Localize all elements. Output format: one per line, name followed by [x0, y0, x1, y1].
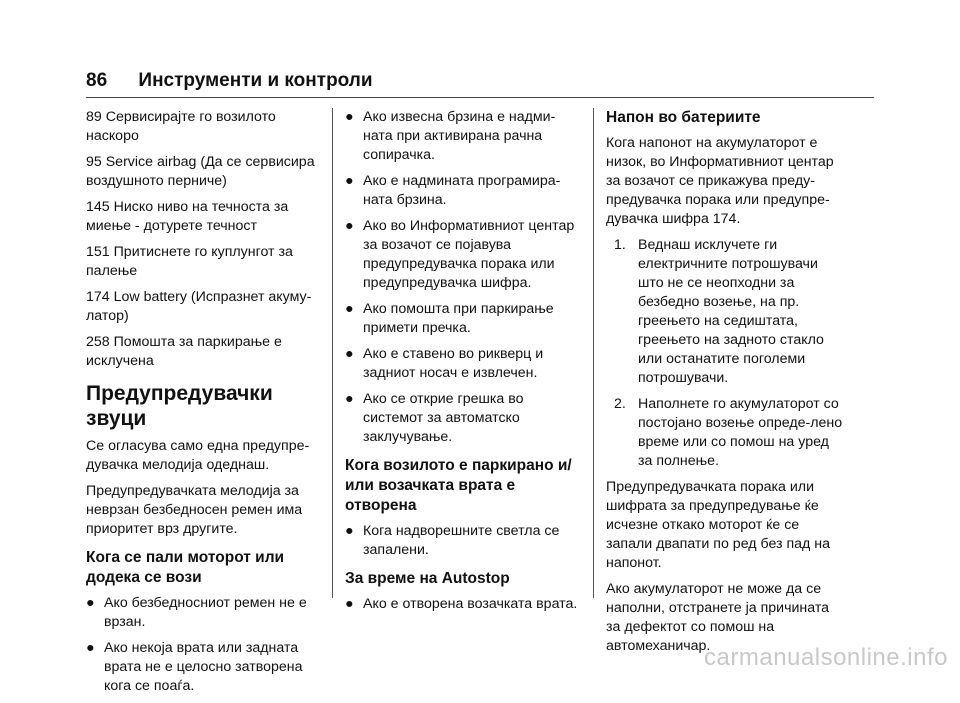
- page-number: 86: [86, 70, 108, 91]
- list-item: ● Ако во Информативниот центар за возачот се појавува предупредувачка порака или предупредувачка шифра.: [345, 218, 575, 291]
- list-item: ● Ако некоја врата или задната врата не е целосно затворена кога се поаѓа.: [86, 640, 303, 694]
- list-item: ● Ако помошта при паркирање примети пречка.: [345, 301, 554, 336]
- bullet-icon: ●: [86, 595, 95, 611]
- column-2: [345, 108, 583, 621]
- bullet-icon: ●: [345, 109, 354, 125]
- list-item: ● Ако е ставено во рикверц и задниот носач е извлечен.: [345, 346, 544, 381]
- bullet-icon: ●: [345, 596, 354, 612]
- code-item: 258 Помошта за паркирање е исклучена: [86, 334, 282, 369]
- list-item: ● Кога надворешните светла се запалени.: [345, 523, 560, 558]
- page-title: Инструменти и контроли: [138, 70, 373, 91]
- bullet-icon: ●: [345, 218, 354, 234]
- code-item: 145 Ниско ниво на течноста за миење - дотурете течност: [86, 199, 289, 234]
- watermark: carmanualsonline.info: [704, 644, 948, 671]
- paragraph: Се огласува само една предупре-дувачка мелодија одеднаш.: [86, 438, 310, 473]
- list-item: ● Ако безбедносниот ремен не е врзан.: [86, 595, 307, 630]
- bullet-icon: ●: [345, 301, 354, 317]
- header-rule: [86, 97, 874, 98]
- list-item: ● Ако извесна брзина е надми-ната при активирана рачна сопирачка.: [345, 109, 556, 163]
- column-divider: [332, 108, 333, 598]
- bullet-icon: ●: [345, 391, 354, 407]
- paragraph: Предупредувачката порака или шифрата за предупредување ќе исчезне откако моторот ќе се запали двапати по ред без пад на напонот.: [606, 479, 830, 571]
- code-item: 151 Притиснете го куплунгот за палење: [86, 244, 293, 279]
- column-1: [86, 108, 324, 703]
- paragraph: Ако акумулаторот не може да се наполни, отстранете ја причината за дефектот со помош на автомеханичар.: [606, 581, 830, 654]
- subheading: Кога возилото е паркирано и/или возачката врата е отворена: [345, 457, 572, 514]
- list-item: ● Ако е надмината програмира-ната брзина.: [345, 173, 561, 208]
- subheading: За време на Autostop: [345, 570, 510, 587]
- bullet-icon: ●: [345, 523, 354, 539]
- paragraph: Предупредувачката мелодија за неврзан безбедносен ремен има приоритет врз другите.: [86, 483, 303, 537]
- numbered-step: 1. Веднаш исклучете ги електричните потрошувачи што не се неопходни за безбедно возење, на пр. греењето на седиштата, греењето на задното стакло или останатите поголеми потрошувачи.: [614, 237, 824, 386]
- bullet-icon: ●: [345, 346, 354, 362]
- section-heading: Предупредувачки звуци: [86, 382, 273, 430]
- paragraph: Кога напонот на акумулаторот е низок, во Информативниот центар за возачот се прикажува преду-предувачка порака или предупре-дувачка шифра 174.: [606, 135, 834, 227]
- list-item: ● Ако се открие грешка во системот за автоматско заклучување.: [345, 391, 524, 445]
- subheading: Напон во батериите: [606, 109, 761, 126]
- list-item: ● Ако е отворена возачката врата.: [345, 596, 578, 612]
- code-item: 95 Service airbag (Да се сервисира воздушното перниче): [86, 154, 315, 189]
- numbered-step: 2. Наполнете го акумулаторот со постојано возење опреде-лено време или со помош на уред за полнење.: [614, 396, 843, 469]
- code-item: 174 Low battery (Испразнет акуму-латор): [86, 289, 312, 324]
- subheading: Кога се пали моторот или додека се вози: [86, 549, 285, 586]
- code-item: 89 Сервисирајте го возилото наскоро: [86, 109, 276, 144]
- column-divider: [593, 108, 594, 598]
- bullet-icon: ●: [86, 640, 95, 656]
- page-header: [86, 70, 373, 92]
- bullet-icon: ●: [345, 173, 354, 189]
- column-3: [606, 108, 844, 663]
